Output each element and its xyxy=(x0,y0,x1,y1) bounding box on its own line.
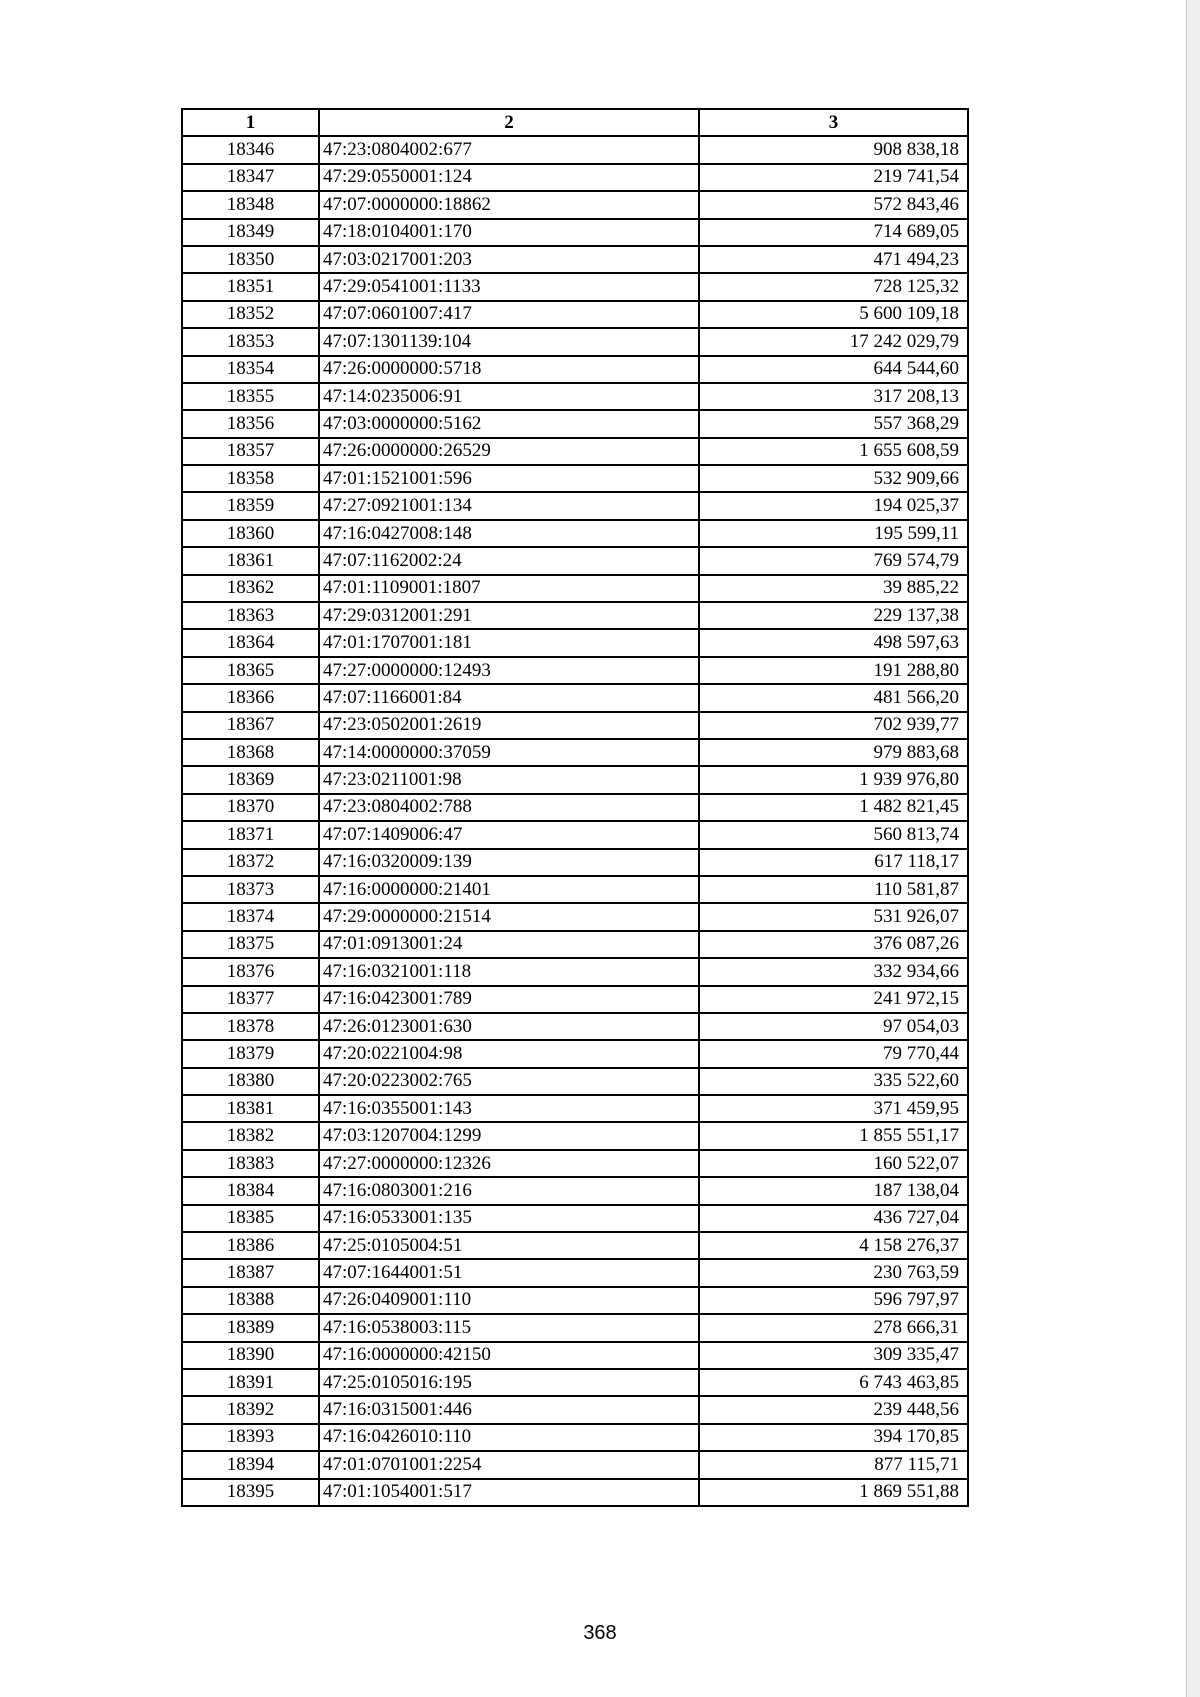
table-row xyxy=(182,328,968,355)
row-number-cell: 18385 xyxy=(182,1205,319,1232)
table-row xyxy=(182,219,968,246)
table-row xyxy=(182,1342,968,1369)
value-cell: 436 727,04 xyxy=(699,1205,968,1232)
cadastral-number-cell: 47:07:1166001:84 xyxy=(319,684,699,711)
value-cell: 1 655 608,59 xyxy=(699,438,968,465)
table-header xyxy=(182,109,968,136)
table-row xyxy=(182,1314,968,1341)
table-row xyxy=(182,1122,968,1149)
table-row xyxy=(182,356,968,383)
row-number-cell: 18383 xyxy=(182,1150,319,1177)
value-cell: 17 242 029,79 xyxy=(699,328,968,355)
table-row xyxy=(182,1040,968,1067)
value-cell: 702 939,77 xyxy=(699,712,968,739)
page-edge-strip xyxy=(1186,0,1200,1697)
row-number-cell: 18357 xyxy=(182,438,319,465)
table-row xyxy=(182,1013,968,1040)
value-cell: 769 574,79 xyxy=(699,547,968,574)
table-row xyxy=(182,958,968,985)
data-table xyxy=(181,108,969,1507)
row-number-cell: 18365 xyxy=(182,657,319,684)
value-cell: 110 581,87 xyxy=(699,876,968,903)
cadastral-number-cell: 47:07:0601007:417 xyxy=(319,301,699,328)
table-row xyxy=(182,438,968,465)
value-cell: 1 939 976,80 xyxy=(699,766,968,793)
table-row xyxy=(182,547,968,574)
table-row xyxy=(182,492,968,519)
value-cell: 230 763,59 xyxy=(699,1259,968,1286)
table-row xyxy=(182,136,968,163)
value-cell: 39 885,22 xyxy=(699,575,968,602)
value-cell: 560 813,74 xyxy=(699,821,968,848)
table-row xyxy=(182,575,968,602)
row-number-cell: 18363 xyxy=(182,602,319,629)
row-number-cell: 18366 xyxy=(182,684,319,711)
value-cell: 532 909,66 xyxy=(699,465,968,492)
cadastral-number-cell: 47:01:0913001:24 xyxy=(319,931,699,958)
table-row xyxy=(182,191,968,218)
row-number-cell: 18377 xyxy=(182,986,319,1013)
row-number-cell: 18382 xyxy=(182,1122,319,1149)
value-cell: 219 741,54 xyxy=(699,164,968,191)
cadastral-number-cell: 47:14:0235006:91 xyxy=(319,383,699,410)
value-cell: 714 689,05 xyxy=(699,219,968,246)
table-row xyxy=(182,602,968,629)
cadastral-number-cell: 47:26:0000000:26529 xyxy=(319,438,699,465)
header-col-3: 3 xyxy=(699,109,968,136)
row-number-cell: 18394 xyxy=(182,1451,319,1478)
table-body xyxy=(182,136,968,1506)
row-number-cell: 18350 xyxy=(182,246,319,273)
value-cell: 531 926,07 xyxy=(699,903,968,930)
row-number-cell: 18364 xyxy=(182,629,319,656)
cadastral-number-cell: 47:16:0538003:115 xyxy=(319,1314,699,1341)
value-cell: 278 666,31 xyxy=(699,1314,968,1341)
row-number-cell: 18362 xyxy=(182,575,319,602)
page-number: 368 xyxy=(583,1622,617,1644)
row-number-cell: 18392 xyxy=(182,1396,319,1423)
cadastral-number-cell: 47:23:0804002:677 xyxy=(319,136,699,163)
row-number-cell: 18374 xyxy=(182,903,319,930)
row-number-cell: 18372 xyxy=(182,849,319,876)
row-number-cell: 18376 xyxy=(182,958,319,985)
value-cell: 617 118,17 xyxy=(699,849,968,876)
row-number-cell: 18380 xyxy=(182,1068,319,1095)
value-cell: 979 883,68 xyxy=(699,739,968,766)
value-cell: 728 125,32 xyxy=(699,273,968,300)
row-number-cell: 18367 xyxy=(182,712,319,739)
row-number-cell: 18361 xyxy=(182,547,319,574)
value-cell: 498 597,63 xyxy=(699,629,968,656)
table-row xyxy=(182,903,968,930)
table-row xyxy=(182,383,968,410)
table-row xyxy=(182,1150,968,1177)
row-number-cell: 18356 xyxy=(182,410,319,437)
value-cell: 5 600 109,18 xyxy=(699,301,968,328)
value-cell: 596 797,97 xyxy=(699,1287,968,1314)
table-row xyxy=(182,794,968,821)
cadastral-number-cell: 47:16:0427008:148 xyxy=(319,520,699,547)
value-cell: 97 054,03 xyxy=(699,1013,968,1040)
row-number-cell: 18348 xyxy=(182,191,319,218)
cadastral-number-cell: 47:23:0804002:788 xyxy=(319,794,699,821)
value-cell: 79 770,44 xyxy=(699,1040,968,1067)
cadastral-number-cell: 47:27:0921001:134 xyxy=(319,492,699,519)
cadastral-number-cell: 47:01:1054001:517 xyxy=(319,1479,699,1506)
cadastral-number-cell: 47:16:0000000:42150 xyxy=(319,1342,699,1369)
row-number-cell: 18386 xyxy=(182,1232,319,1259)
value-cell: 195 599,11 xyxy=(699,520,968,547)
cadastral-number-cell: 47:16:0000000:21401 xyxy=(319,876,699,903)
row-number-cell: 18368 xyxy=(182,739,319,766)
row-number-cell: 18379 xyxy=(182,1040,319,1067)
cadastral-number-cell: 47:07:0000000:18862 xyxy=(319,191,699,218)
table-row xyxy=(182,1259,968,1286)
table-row xyxy=(182,931,968,958)
cadastral-number-cell: 47:07:1301139:104 xyxy=(319,328,699,355)
cadastral-number-cell: 47:07:1409006:47 xyxy=(319,821,699,848)
value-cell: 471 494,23 xyxy=(699,246,968,273)
table-row xyxy=(182,1177,968,1204)
cadastral-number-cell: 47:23:0502001:2619 xyxy=(319,712,699,739)
cadastral-number-cell: 47:27:0000000:12493 xyxy=(319,657,699,684)
table-row xyxy=(182,876,968,903)
value-cell: 877 115,71 xyxy=(699,1451,968,1478)
row-number-cell: 18354 xyxy=(182,356,319,383)
cadastral-number-cell: 47:29:0312001:291 xyxy=(319,602,699,629)
value-cell: 191 288,80 xyxy=(699,657,968,684)
table-row xyxy=(182,684,968,711)
value-cell: 335 522,60 xyxy=(699,1068,968,1095)
cadastral-number-cell: 47:26:0123001:630 xyxy=(319,1013,699,1040)
cadastral-number-cell: 47:16:0423001:789 xyxy=(319,986,699,1013)
cadastral-number-cell: 47:01:1707001:181 xyxy=(319,629,699,656)
table-row xyxy=(182,1369,968,1396)
cadastral-number-cell: 47:03:1207004:1299 xyxy=(319,1122,699,1149)
cadastral-number-cell: 47:20:0223002:765 xyxy=(319,1068,699,1095)
table-row xyxy=(182,657,968,684)
row-number-cell: 18360 xyxy=(182,520,319,547)
cadastral-number-cell: 47:26:0000000:5718 xyxy=(319,356,699,383)
table-row xyxy=(182,1068,968,1095)
cadastral-number-cell: 47:16:0803001:216 xyxy=(319,1177,699,1204)
cadastral-number-cell: 47:16:0355001:143 xyxy=(319,1095,699,1122)
row-number-cell: 18387 xyxy=(182,1259,319,1286)
value-cell: 229 137,38 xyxy=(699,602,968,629)
cadastral-number-cell: 47:16:0315001:446 xyxy=(319,1396,699,1423)
table-row xyxy=(182,739,968,766)
row-number-cell: 18389 xyxy=(182,1314,319,1341)
cadastral-number-cell: 47:18:0104001:170 xyxy=(319,219,699,246)
table-row xyxy=(182,273,968,300)
table-row xyxy=(182,766,968,793)
value-cell: 371 459,95 xyxy=(699,1095,968,1122)
row-number-cell: 18355 xyxy=(182,383,319,410)
cadastral-number-cell: 47:16:0320009:139 xyxy=(319,849,699,876)
header-col-1: 1 xyxy=(182,109,319,136)
value-cell: 317 208,13 xyxy=(699,383,968,410)
row-number-cell: 18373 xyxy=(182,876,319,903)
value-cell: 160 522,07 xyxy=(699,1150,968,1177)
table-row xyxy=(182,246,968,273)
row-number-cell: 18381 xyxy=(182,1095,319,1122)
row-number-cell: 18346 xyxy=(182,136,319,163)
value-cell: 376 087,26 xyxy=(699,931,968,958)
table-row xyxy=(182,986,968,1013)
table-row xyxy=(182,849,968,876)
row-number-cell: 18390 xyxy=(182,1342,319,1369)
value-cell: 557 368,29 xyxy=(699,410,968,437)
table-row xyxy=(182,301,968,328)
row-number-cell: 18347 xyxy=(182,164,319,191)
cadastral-number-cell: 47:07:1162002:24 xyxy=(319,547,699,574)
table-row xyxy=(182,164,968,191)
cadastral-number-cell: 47:16:0321001:118 xyxy=(319,958,699,985)
cadastral-number-cell: 47:29:0541001:1133 xyxy=(319,273,699,300)
cadastral-number-cell: 47:01:0701001:2254 xyxy=(319,1451,699,1478)
table-row xyxy=(182,1479,968,1506)
table-row xyxy=(182,1287,968,1314)
value-cell: 187 138,04 xyxy=(699,1177,968,1204)
cadastral-number-cell: 47:29:0000000:21514 xyxy=(319,903,699,930)
cadastral-number-cell: 47:03:0000000:5162 xyxy=(319,410,699,437)
row-number-cell: 18349 xyxy=(182,219,319,246)
row-number-cell: 18375 xyxy=(182,931,319,958)
value-cell: 332 934,66 xyxy=(699,958,968,985)
value-cell: 194 025,37 xyxy=(699,492,968,519)
value-cell: 6 743 463,85 xyxy=(699,1369,968,1396)
row-number-cell: 18388 xyxy=(182,1287,319,1314)
header-row xyxy=(182,109,968,136)
table-row xyxy=(182,1205,968,1232)
row-number-cell: 18393 xyxy=(182,1424,319,1451)
value-cell: 1 482 821,45 xyxy=(699,794,968,821)
cadastral-number-cell: 47:25:0105016:195 xyxy=(319,1369,699,1396)
row-number-cell: 18369 xyxy=(182,766,319,793)
row-number-cell: 18384 xyxy=(182,1177,319,1204)
value-cell: 309 335,47 xyxy=(699,1342,968,1369)
row-number-cell: 18352 xyxy=(182,301,319,328)
cadastral-number-cell: 47:23:0211001:98 xyxy=(319,766,699,793)
row-number-cell: 18351 xyxy=(182,273,319,300)
cadastral-number-cell: 47:14:0000000:37059 xyxy=(319,739,699,766)
table-row xyxy=(182,712,968,739)
row-number-cell: 18353 xyxy=(182,328,319,355)
row-number-cell: 18358 xyxy=(182,465,319,492)
header-col-2: 2 xyxy=(319,109,699,136)
row-number-cell: 18359 xyxy=(182,492,319,519)
table-row xyxy=(182,1424,968,1451)
table-row xyxy=(182,821,968,848)
row-number-cell: 18371 xyxy=(182,821,319,848)
table-row xyxy=(182,1451,968,1478)
cadastral-number-cell: 47:25:0105004:51 xyxy=(319,1232,699,1259)
value-cell: 241 972,15 xyxy=(699,986,968,1013)
table-row xyxy=(182,1232,968,1259)
table-row xyxy=(182,520,968,547)
table-row xyxy=(182,1396,968,1423)
cadastral-number-cell: 47:16:0426010:110 xyxy=(319,1424,699,1451)
row-number-cell: 18378 xyxy=(182,1013,319,1040)
cadastral-number-cell: 47:01:1521001:596 xyxy=(319,465,699,492)
cadastral-number-cell: 47:20:0221004:98 xyxy=(319,1040,699,1067)
table-row xyxy=(182,465,968,492)
row-number-cell: 18391 xyxy=(182,1369,319,1396)
cadastral-number-cell: 47:07:1644001:51 xyxy=(319,1259,699,1286)
row-number-cell: 18395 xyxy=(182,1479,319,1506)
value-cell: 239 448,56 xyxy=(699,1396,968,1423)
value-cell: 644 544,60 xyxy=(699,356,968,383)
value-cell: 4 158 276,37 xyxy=(699,1232,968,1259)
value-cell: 394 170,85 xyxy=(699,1424,968,1451)
table-row xyxy=(182,410,968,437)
value-cell: 908 838,18 xyxy=(699,136,968,163)
value-cell: 481 566,20 xyxy=(699,684,968,711)
value-cell: 1 855 551,17 xyxy=(699,1122,968,1149)
cadastral-number-cell: 47:03:0217001:203 xyxy=(319,246,699,273)
table-row xyxy=(182,1095,968,1122)
cadastral-number-cell: 47:01:1109001:1807 xyxy=(319,575,699,602)
cadastral-number-cell: 47:27:0000000:12326 xyxy=(319,1150,699,1177)
value-cell: 572 843,46 xyxy=(699,191,968,218)
cadastral-number-cell: 47:26:0409001:110 xyxy=(319,1287,699,1314)
table-row xyxy=(182,629,968,656)
row-number-cell: 18370 xyxy=(182,794,319,821)
cadastral-number-cell: 47:29:0550001:124 xyxy=(319,164,699,191)
value-cell: 1 869 551,88 xyxy=(699,1479,968,1506)
cadastral-number-cell: 47:16:0533001:135 xyxy=(319,1205,699,1232)
